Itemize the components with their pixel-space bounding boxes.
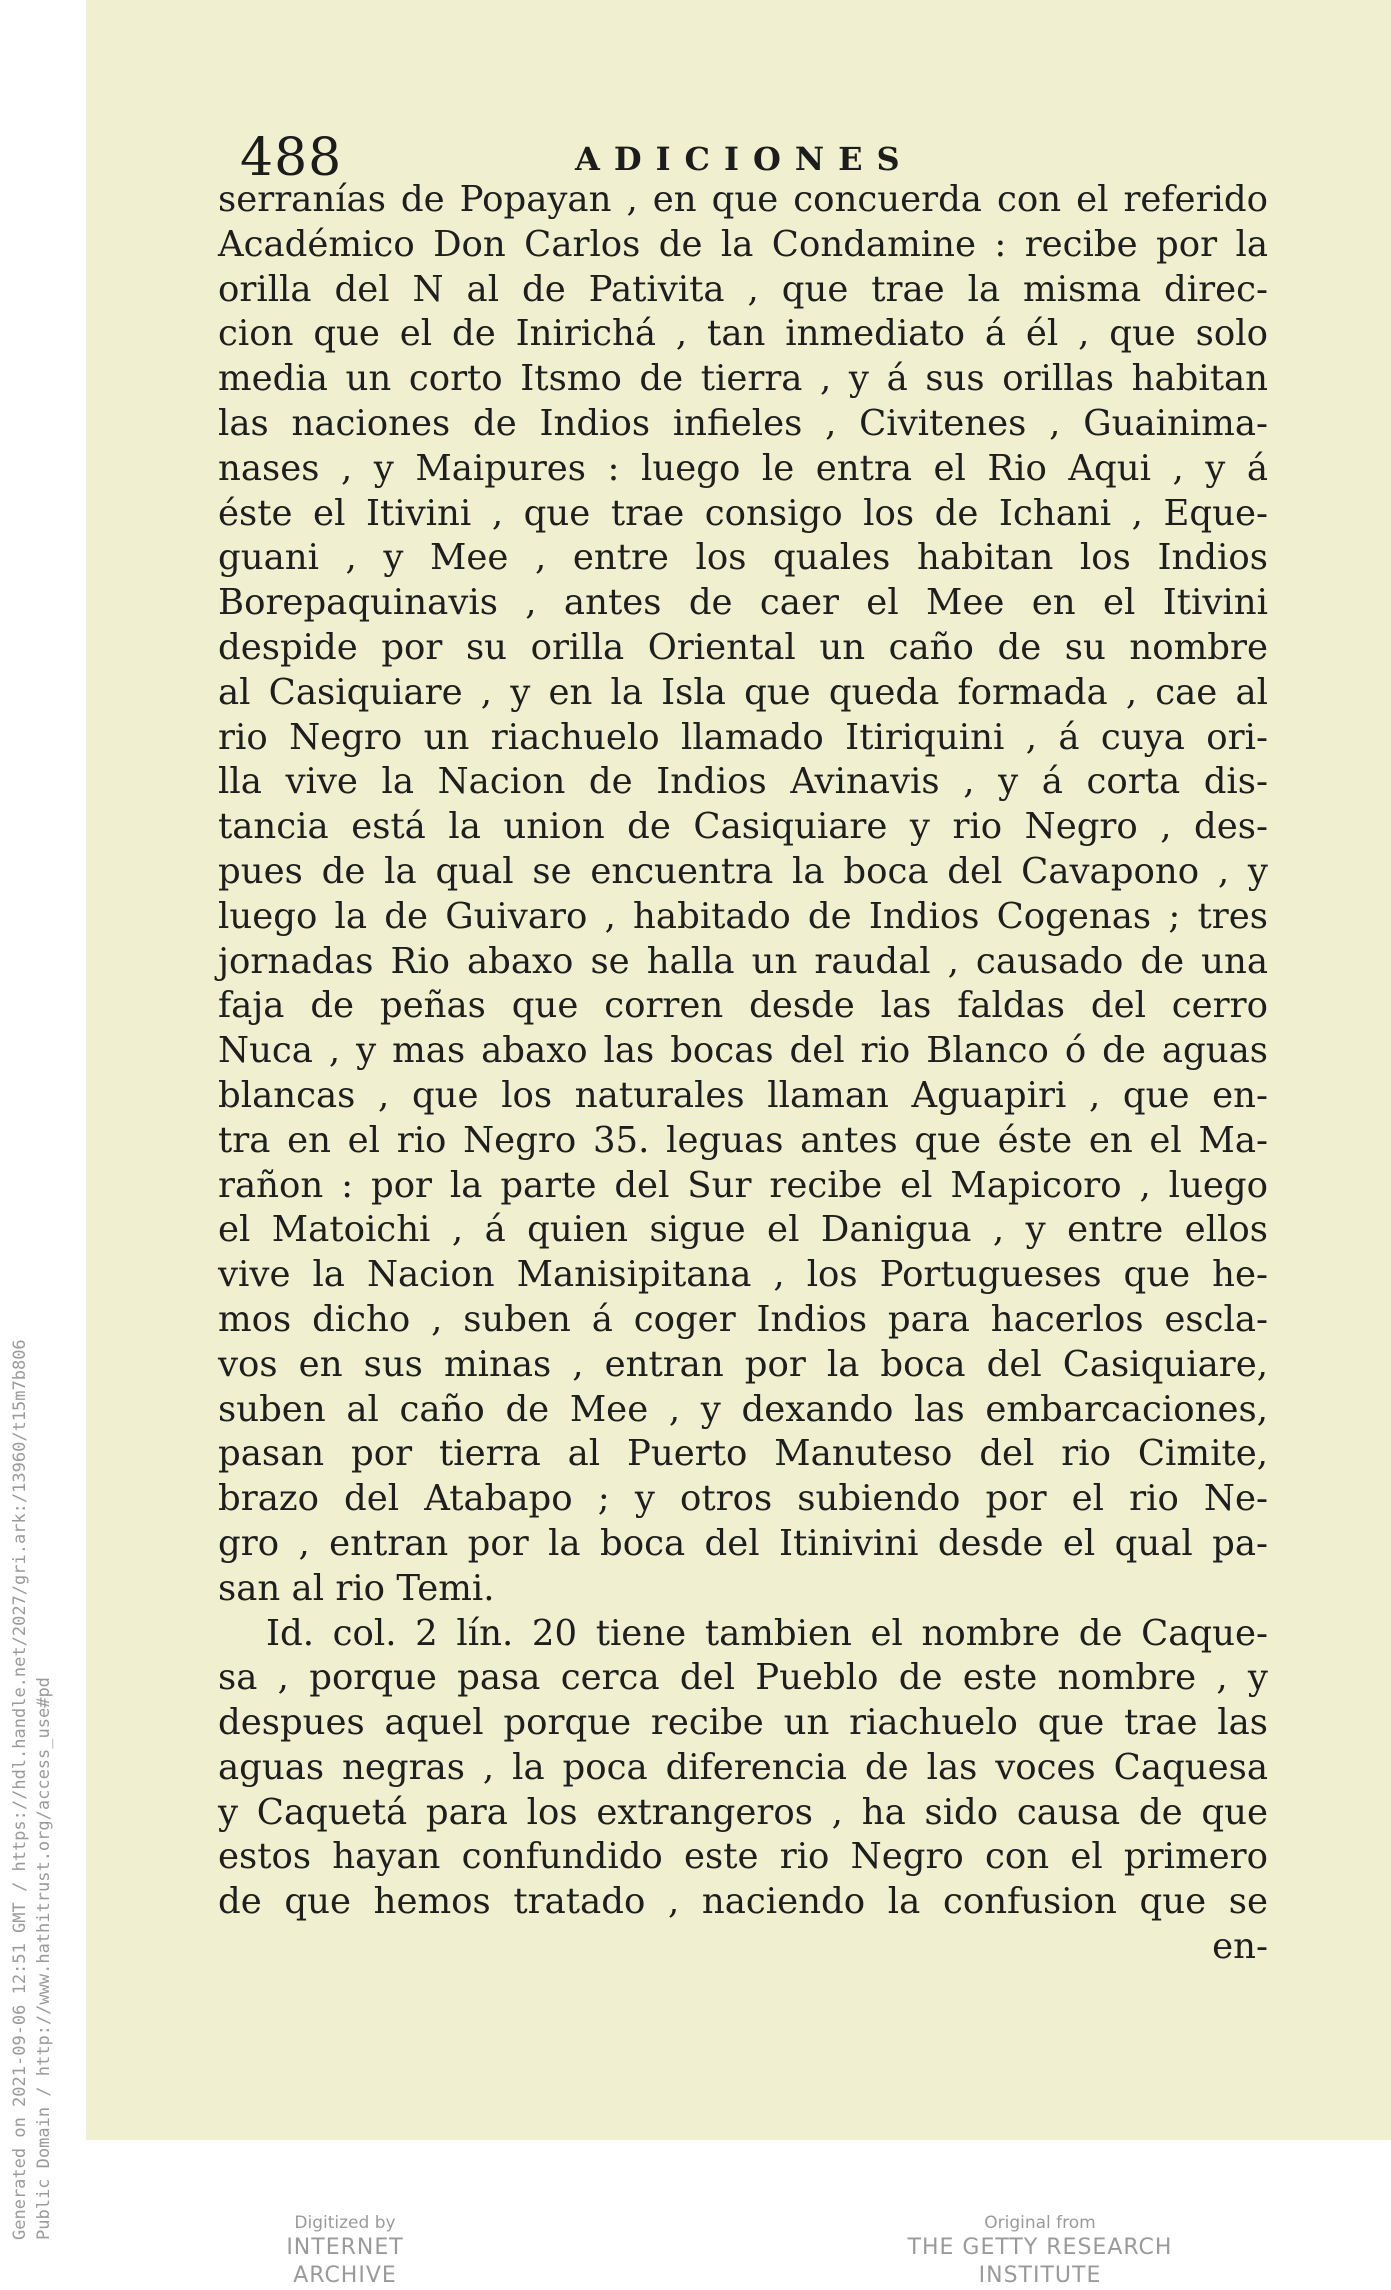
original-from-credit	[855, 2212, 1225, 2290]
page-number: 488	[240, 128, 343, 188]
text-line: vos en sus minas , entran por la boca del Casiquiare,	[218, 1343, 1268, 1385]
text-line: estos hayan confundido este rio Negro con el primero	[218, 1836, 1268, 1878]
running-head: ADICIONES	[575, 140, 914, 178]
body-text	[218, 178, 1268, 1970]
text-line: aguas negras , la poca diferencia de las voces Caquesa	[218, 1746, 1268, 1788]
text-line: blancas , que los naturales llaman Aguapiri , que en-	[218, 1074, 1268, 1116]
margin-stamp-line-2: Public Domain / http://www.hathitrust.org/access_use#pd	[34, 1677, 54, 2240]
text-line: el Matoichi , á quien sigue el Danigua , y entre ellos	[218, 1209, 1268, 1251]
text-line: tra en el rio Negro 35. leguas antes que éste en el Ma-	[218, 1119, 1268, 1161]
text-line: luego la de Guivaro , habitado de Indios Cogenas ; tres	[218, 895, 1268, 937]
margin-stamp	[8, 1339, 56, 2240]
text-line: orilla del N al de Pativita , que trae la misma direc-	[218, 268, 1268, 310]
text-line: Académico Don Carlos de la Condamine : recibe por la	[218, 223, 1268, 265]
text-line: serranías de Popayan , en que concuerda con el referido	[218, 179, 1268, 220]
text-line: faja de peñas que corren desde las faldas del cerro	[218, 985, 1268, 1027]
text-line: pues de la qual se encuentra la boca del Cavapono , y	[218, 850, 1268, 892]
text-line: despide por su orilla Oriental un caño de su nombre	[218, 626, 1268, 668]
text-line: las naciones de Indios infieles , Civitenes , Guainima-	[218, 402, 1268, 444]
text-line: tancia está la union de Casiquiare y rio Negro , des-	[218, 806, 1268, 848]
text-line: pasan por tierra al Puerto Manuteso del rio Cimite,	[218, 1433, 1268, 1475]
text-line: media un corto Itsmo de tierra , y á sus orillas habitan	[218, 358, 1268, 400]
text-line: éste el Itivini , que trae consigo los de Ichani , Eque-	[218, 492, 1268, 534]
text-line: en-	[1212, 1926, 1268, 1968]
digitized-by-label: Digitized by	[294, 2213, 396, 2233]
text-line: sa , porque pasa cerca del Pueblo de este nombre , y	[218, 1657, 1268, 1699]
footer	[0, 2212, 1391, 2288]
text-line: rañon : por la parte del Sur recibe el Mapicoro , luego	[218, 1164, 1268, 1206]
text-line: gro , entran por la boca del Itinivini desde el qual pa-	[218, 1522, 1268, 1564]
text-line: de que hemos tratado , naciendo la confusion que se	[218, 1881, 1268, 1923]
text-line: y Caquetá para los extrangeros , ha sido causa de que	[218, 1791, 1268, 1833]
text-line: Borepaquinavis , antes de caer el Mee en el Itivini	[218, 582, 1268, 624]
text-line: Id. col. 2 lín. 20 tiene tambien el nombre de Caque-	[266, 1612, 1268, 1654]
text-line: nases , y Maipures : luego le entra el Rio Aqui , y á	[218, 447, 1268, 489]
text-line: guani , y Mee , entre los quales habitan los Indios	[218, 537, 1268, 579]
text-line: jornadas Rio abaxo se halla un raudal , causado de una	[218, 940, 1268, 982]
text-line: mos dicho , suben á coger Indios para hacerlos escla-	[218, 1298, 1268, 1340]
text-line: despues aquel porque recibe un riachuelo que trae las	[218, 1702, 1268, 1744]
text-line: san al rio Temi.	[218, 1567, 495, 1609]
text-line: rio Negro un riachuelo llamado Itiriquini , á cuya ori-	[218, 716, 1268, 758]
text-line: cion que el de Inirichá , tan inmediato á él , que solo	[218, 313, 1268, 355]
text-line: lla vive la Nacion de Indios Avinavis , y á corta dis-	[218, 761, 1268, 803]
text-line: suben al caño de Mee , y dexando las embarcaciones,	[218, 1388, 1268, 1430]
text-line: brazo del Atabapo ; y otros subiendo por el rio Ne-	[218, 1478, 1268, 1520]
internet-archive-label: INTERNET ARCHIVE	[286, 2235, 404, 2288]
original-from-label: Original from	[984, 2213, 1096, 2233]
getty-label: THE GETTY RESEARCH INSTITUTE	[907, 2235, 1173, 2288]
text-line: Nuca , y mas abaxo las bocas del rio Blanco ó de aguas	[218, 1030, 1268, 1072]
text-line: vive la Nacion Manisipitana , los Portugueses que he-	[218, 1254, 1268, 1296]
digitized-by-credit	[235, 2212, 455, 2290]
text-line: al Casiquiare , y en la Isla que queda formada , cae al	[218, 671, 1268, 713]
margin-stamp-line-1: Generated on 2021-09-06 12:51 GMT / https://hdl.handle.net/2027/gri.ark:/13960/t15m7b806	[10, 1339, 30, 2240]
